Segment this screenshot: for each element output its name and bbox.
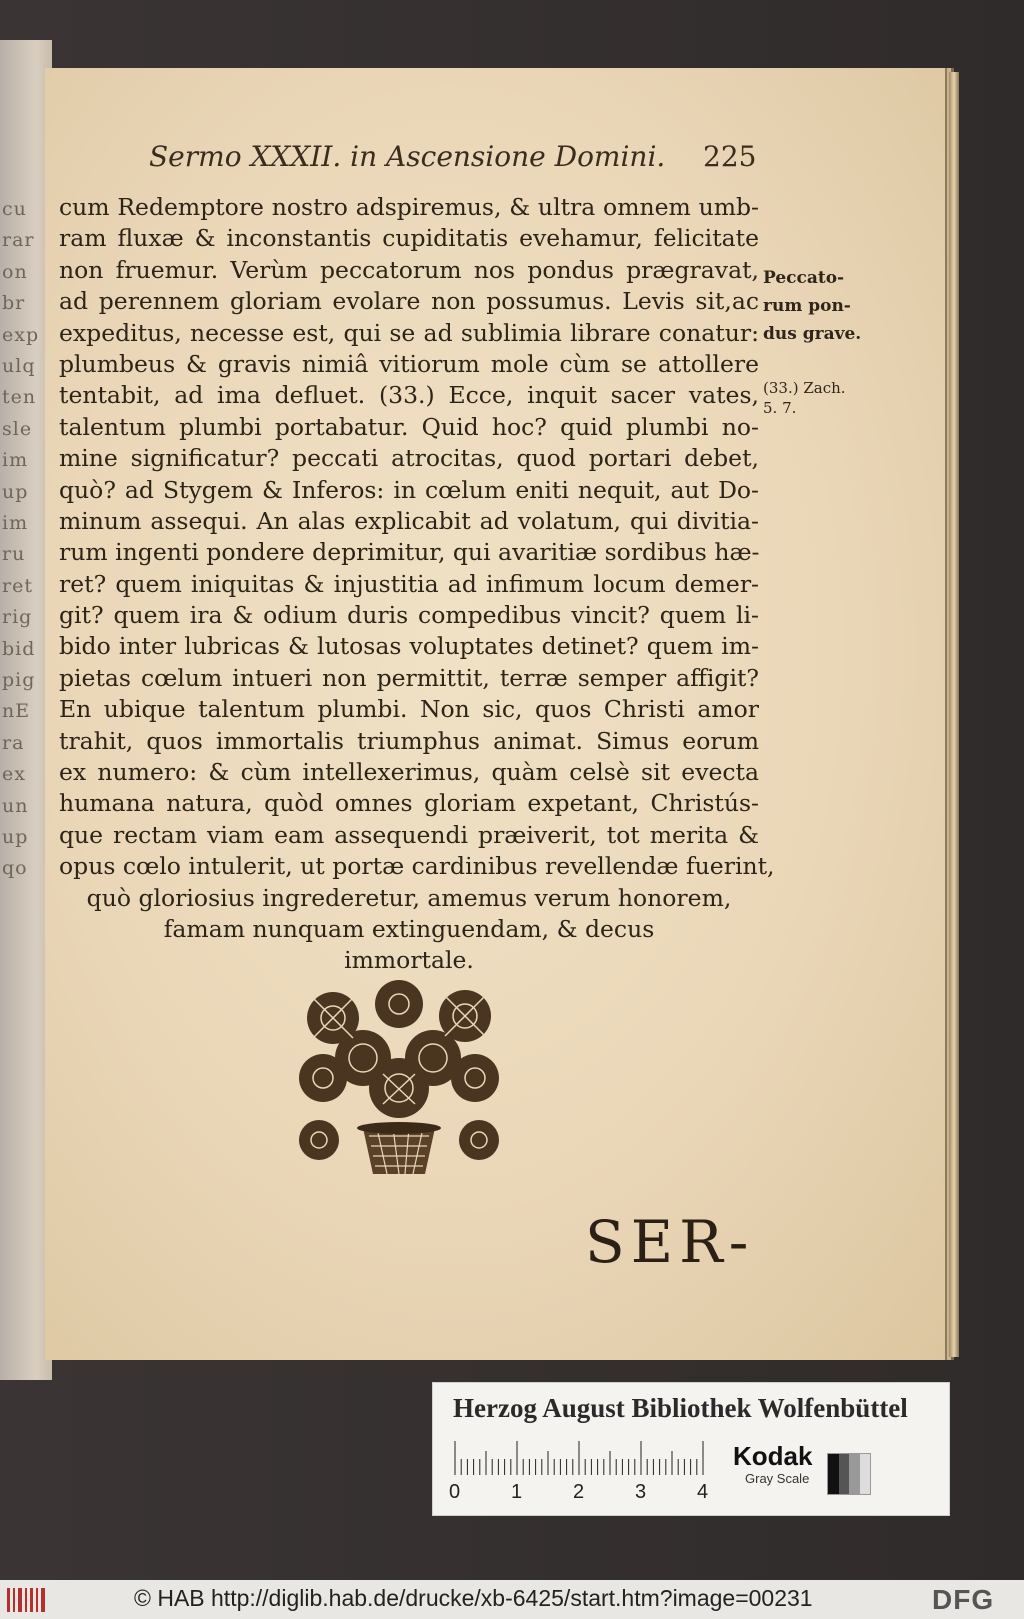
text-line: quò gloriosius ingrederetur, amemus verum honorem, (86, 883, 732, 912)
prev-page-fragment: ru (2, 543, 26, 566)
text-line: talentum plumbi portabatur. Quid hoc? quid plumbi no- (59, 412, 759, 441)
prev-page-fragment: ten (2, 386, 37, 409)
prev-page-fragment: br (2, 292, 26, 315)
colour-reference-card (432, 1382, 950, 1516)
ruler-number: 4 (697, 1481, 709, 1503)
prev-page-fragment: qo (2, 857, 28, 880)
prev-page-fragment: bid (2, 637, 36, 660)
margin-note-line: Peccato- (763, 268, 845, 288)
grayscale-patch (827, 1453, 871, 1495)
text-line: humana natura, quòd omnes gloriam expetant, Christús- (59, 789, 759, 818)
prev-page-fragment: un (2, 794, 29, 817)
text-line: opus cœlo intulerit, ut portæ cardinibus revellendæ fuerint, (59, 852, 775, 881)
prev-page-fragment: cu (2, 198, 27, 220)
page-number: 225 (703, 140, 757, 173)
copyright-link[interactable]: © HAB http://diglib.hab.de/drucke/xb-6425/start.htm?image=00231 (134, 1585, 813, 1611)
ruler-number: 2 (573, 1481, 585, 1503)
prev-page-fragment: sle (2, 417, 33, 440)
ruler-number: 0 (449, 1481, 461, 1503)
margin-reference-line: (33.) Zach. (763, 379, 846, 397)
text-line: cum Redemptore nostro adspiremus, & ultra omnem umb- (59, 193, 759, 221)
margin-reference-line: 5. 7. (763, 399, 797, 417)
text-line: expeditus, necesse est, qui se ad sublimia librare conatur: (59, 318, 759, 347)
flower-basket-ornament (293, 978, 505, 1178)
margin-note-line: rum pon- (763, 296, 851, 316)
prev-page-fragment: up (2, 826, 29, 848)
prev-page-fragment: im (2, 449, 29, 472)
prev-page-fragment: ret (2, 574, 33, 597)
dfg-logo: DFG (932, 1584, 995, 1615)
text-line: minum assequi. An alas explicabit ad volatum, qui divitia- (59, 506, 759, 535)
text-line: trahit, quos immortalis triumphus animat. Simus eorum (59, 726, 759, 755)
ruler-scale (453, 1441, 713, 1477)
text-line: tentabit, ad ima defluet. (33.) Ecce, inquit sacer vates, (59, 381, 759, 410)
prev-page-fragment: pig (2, 669, 36, 691)
text-line: pietas cœlum intueri non permittit, terræ semper affigit? (59, 663, 759, 692)
kodak-logo: Kodak (733, 1441, 813, 1471)
text-line: famam nunquam extinguendam, & decus (163, 914, 655, 943)
text-line: non fruemur. Verùm peccatorum nos pondus prægravat, (59, 255, 759, 284)
text-line: git? quem ira & odium duris compedibus vincit? quem li- (59, 601, 759, 630)
prev-page-fragment: ra (2, 731, 25, 754)
prev-page-fragment: exp (2, 323, 40, 346)
ruler-number: 1 (511, 1481, 523, 1503)
prev-page-fragment: nE (2, 700, 31, 723)
kodak-subtitle: Gray Scale (745, 1471, 810, 1486)
text-line: plumbeus & gravis nimiâ vitiorum mole cùm se attollere (59, 349, 759, 378)
barcode-icon (6, 1586, 48, 1614)
body-text (59, 192, 775, 977)
book-page (45, 68, 945, 1360)
prev-page-fragment: on (2, 260, 28, 283)
ruler-number: 3 (635, 1481, 647, 1503)
running-head: Sermo XXXII. in Ascensione Domini. (149, 140, 666, 173)
prev-page-fragment: rar (2, 229, 35, 252)
prev-page-fragment: up (2, 480, 29, 503)
text-line: En ubique talentum plumbi. Non sic, quos Christi amor (59, 695, 759, 724)
text-line: ad perennem gloriam evolare non possumus. Levis sit,ac (59, 287, 759, 316)
text-line: immortale. (344, 946, 474, 975)
library-name: Herzog August Bibliothek Wolfenbüttel (453, 1393, 908, 1423)
margin-note-line: dus grave. (763, 324, 862, 344)
margin-reference (763, 378, 883, 418)
prev-page-fragment: ulq (2, 355, 36, 377)
catchword: SER- (585, 1208, 755, 1276)
text-line: ex numero: & cùm intellexerimus, quàm celsè sit evecta (59, 758, 759, 787)
text-line: quò? ad Stygem & Inferos: in cœlum eniti nequit, aut Do- (59, 475, 759, 504)
footer-bar (0, 1580, 1024, 1619)
prev-page-fragment: im (2, 512, 29, 534)
text-line: ret? quem iniquitas & injustitia ad infimum locum demer- (59, 569, 759, 598)
text-line: ram fluxæ & inconstantis cupiditatis evehamur, felicitate (59, 224, 759, 253)
text-line: bido inter lubricas & lutosas voluptates detinet? quem im- (59, 632, 759, 661)
prev-page-fragment: ex (2, 763, 26, 786)
margin-note (763, 264, 883, 348)
text-line: mine significatur? peccati atrocitas, quod portari debet, (59, 444, 759, 473)
prev-page-fragment: rig (2, 606, 33, 629)
text-line: que rectam viam eam assequendi præiverit, tot merita & (59, 820, 759, 849)
text-line: rum ingenti pondere deprimitur, qui avaritiæ sordibus hæ- (59, 538, 760, 567)
